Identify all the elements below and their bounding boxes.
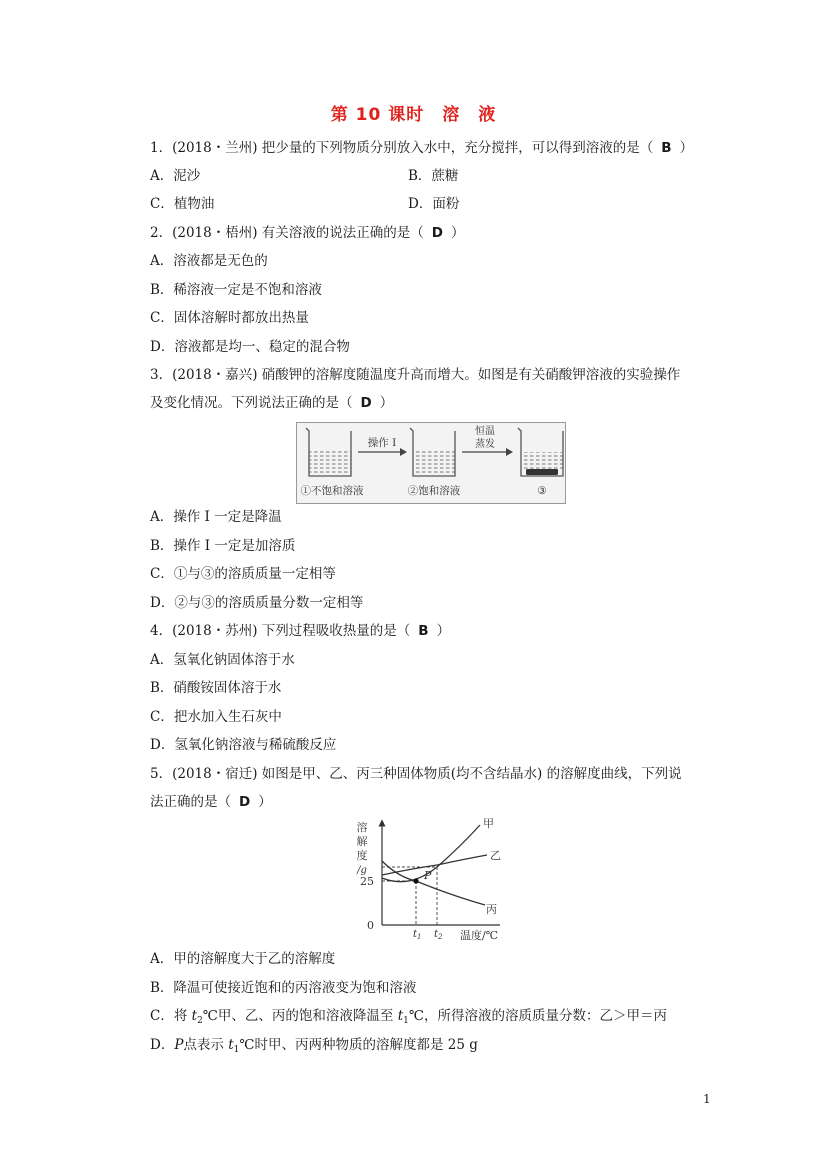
question-5-stem-line2: 法正确的是（ D ） (150, 794, 272, 810)
page-title: 第 10 课时 溶 液 (330, 105, 497, 125)
beaker-experiment-figure (296, 422, 566, 504)
question-4-option-d: D．氢氧化钠溶液与稀硫酸反应 (150, 737, 337, 753)
question-5-option-b: B．降温可使接近饱和的丙溶液变为饱和溶液 (150, 980, 417, 996)
origin-label: 0 (367, 919, 374, 932)
y-axis-label-char-3: 度 (356, 849, 368, 862)
series-label-bing: 丙 (486, 903, 497, 916)
question-1-option-d: D．面粉 (408, 196, 460, 212)
question-5-stem-line1: 5．(2018・宿迁) 如图是甲、乙、丙三种固体物质(均不含结晶水) 的溶解度曲线，下列说 (150, 766, 682, 782)
question-1-option-a: A．泥沙 (150, 168, 201, 184)
y-axis-label-char-1: 溶 (356, 821, 368, 834)
x-tick-t1: $t_1$ (413, 929, 422, 941)
question-3-option-d: D．②与③的溶质质量分数一定相等 (150, 595, 364, 611)
question-3-answer: D (360, 395, 372, 411)
page-number: 1 (703, 1092, 711, 1106)
question-3-stem-line1: 3．(2018・嘉兴) 硝酸钾的溶解度随温度升高而增大。如图是有关硝酸钾溶液的实验操作 (150, 367, 681, 383)
question-4-answer: B (418, 623, 429, 639)
question-4-option-b: B．硝酸铵固体溶于水 (150, 680, 282, 696)
question-1-answer: B (661, 140, 672, 156)
beaker-3-label: ③ (537, 485, 547, 497)
arrow-1-label: 操作 I (367, 437, 397, 449)
curve-bing (382, 861, 485, 905)
question-4-stem: 4．(2018・苏州) 下列过程吸收热量的是（ B ） (150, 623, 451, 639)
question-2-option-a: A．溶液都是无色的 (150, 253, 268, 269)
series-label-jia: 甲 (483, 817, 494, 830)
solubility-curve-chart (340, 817, 510, 945)
question-4-option-c: C．把水加入生石灰中 (150, 709, 282, 725)
question-5-option-c: C．将 $t_2℃$甲、乙、丙的饱和溶液降温至 $t_1℃$，所得溶液的溶质质量分数：乙＞甲＝丙 (150, 1008, 667, 1026)
series-label-yi: 乙 (490, 849, 501, 862)
question-2-stem: 2．(2018・梧州) 有关溶液的说法正确的是（ D ） (150, 225, 465, 241)
y-tick-25: 25 (360, 875, 374, 888)
question-4-option-a: A．氢氧化钠固体溶于水 (150, 652, 295, 668)
y-axis-label-char-2: 解 (356, 835, 368, 848)
question-1-option-b: B．蔗糖 (408, 168, 459, 184)
question-3-stem-line2: 及变化情况。下列说法正确的是（ D ） (150, 395, 394, 411)
x-tick-t2: $t_2$ (434, 929, 443, 941)
question-2-option-b: B．稀溶液一定是不饱和溶液 (150, 282, 322, 298)
point-p-label: P (424, 869, 432, 882)
question-2-option-d: D．溶液都是均一、稳定的混合物 (150, 339, 350, 355)
beaker-1-label: ①不饱和溶液 (300, 485, 364, 497)
question-5-option-d: D．P点表示 $t_1℃$时甲、丙两种物质的溶解度都是 25 g (150, 1037, 478, 1055)
point-p (413, 878, 418, 883)
x-axis-label: 温度/℃ (460, 929, 499, 942)
question-2-option-c: C．固体溶解时都放出热量 (150, 310, 309, 326)
question-3-option-a: A．操作 I 一定是降温 (150, 509, 282, 525)
beaker-2-label: ②饱和溶液 (407, 485, 461, 497)
curve-yi (382, 855, 487, 875)
arrow-2-label-line2: 蒸发 (475, 439, 495, 450)
question-5-answer: D (239, 794, 251, 810)
question-1-stem: 1．(2018・兰州) 把少量的下列物质分别放入水中，充分搅拌，可以得到溶液的是（ B ） (150, 140, 694, 156)
question-3-option-c: C．①与③的溶质质量一定相等 (150, 566, 336, 582)
question-2-answer: D (431, 225, 443, 241)
question-1-option-c: C．植物油 (150, 196, 215, 212)
y-axis-label-unit: /g (357, 865, 367, 876)
question-3-option-b: B．操作 I 一定是加溶质 (150, 538, 296, 554)
arrow-2-label-line1: 恒温 (475, 426, 495, 437)
question-5-option-a: A．甲的溶解度大于乙的溶解度 (150, 951, 336, 967)
